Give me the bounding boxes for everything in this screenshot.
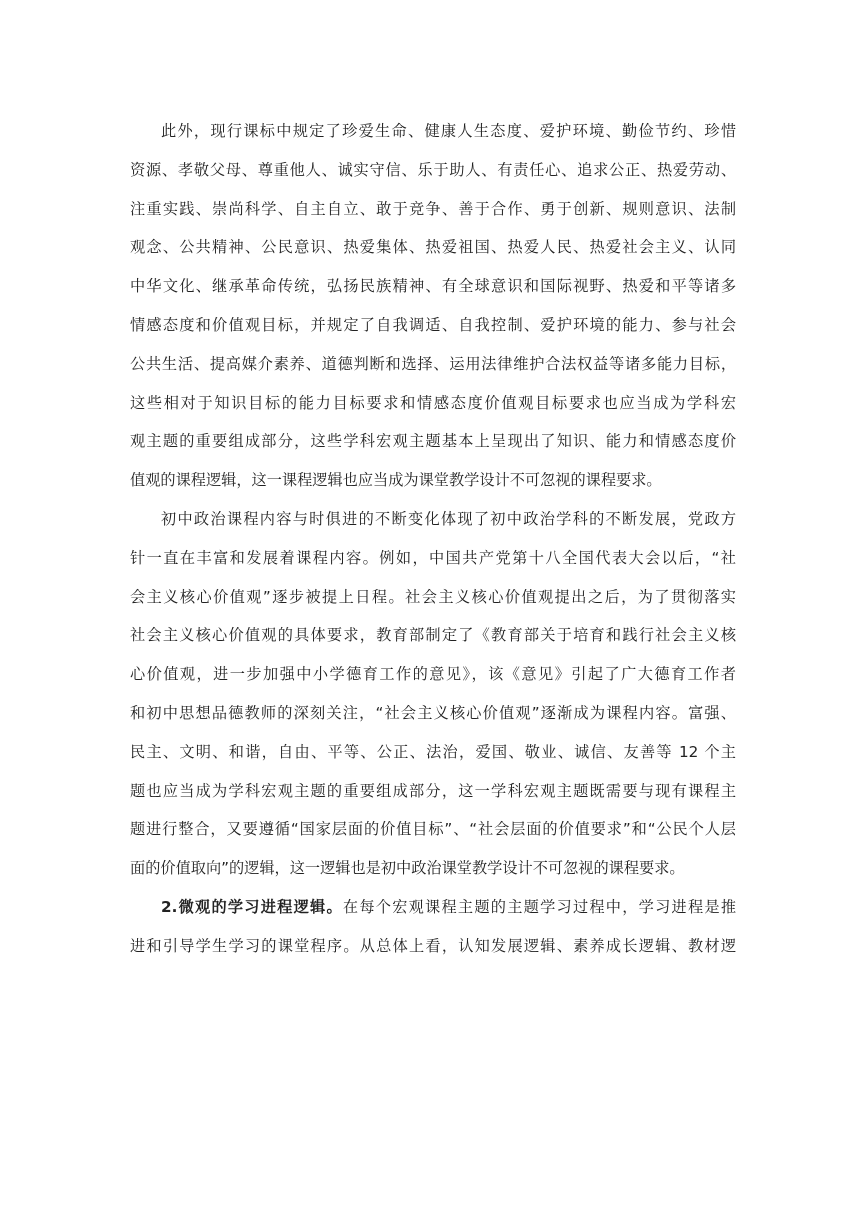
text-line: 心价值观，进一步加强中小学德育工作的意见》，该《意见》引起了广大德育工作者 (130, 665, 736, 684)
text-line (130, 888, 736, 927)
text-line: 题也应当成为学科宏观主题的重要组成部分，这一学科宏观主题既需要与现有课程主 (130, 781, 736, 800)
text-line: 公共生活、提高媒介素养、道德判断和选择、运用法律维护合法权益等诸多能力目标， (130, 354, 736, 373)
text-line: 进和引导学生学习的课堂程序。从总体上看，认知发展逻辑、素养成长逻辑、教材逻 (130, 936, 736, 955)
text-line: 观主题的重要组成部分，这些学科宏观主题基本上呈现出了知识、能力和情感态度价 (130, 432, 736, 451)
text-line: 针一直在丰富和发展着课程内容。例如，中国共产党第十八全国代表大会以后，“社 (130, 548, 736, 567)
text-line: 初中政治课程内容与时俱进的不断变化体现了初中政治学科的不断发展，党政方 (161, 509, 736, 528)
text-line: 此外，现行课标中规定了珍爱生命、健康人生态度、爱护环境、勤俭节约、珍惜 (161, 122, 736, 140)
text-line: 情感态度和价值观目标，并规定了自我调适、自我控制、爱护环境的能力、参与社会 (130, 315, 736, 334)
text-line: 面的价值取向”的逻辑，这一逻辑也是初中政治课堂教学设计不可忽视的课程要求。 (130, 859, 685, 878)
text-line: 和初中思想品德教师的深刻关注，“社会主义核心价值观”逐渐成为课程内容。富强、 (130, 703, 736, 722)
text-run: 在每个宏观课程主题的主题学习过程中，学习进程是推 (342, 897, 737, 916)
text-line: 观念、公共精神、公民意识、热爱集体、热爱祖国、热爱人民、热爱社会主义、认同 (130, 238, 736, 257)
paragraph-core-values (130, 500, 736, 888)
paragraph-values-goals (130, 112, 736, 500)
section-heading: 2.微观的学习进程逻辑。 (161, 897, 343, 916)
text-line: 题进行整合，又要遵循“国家层面的价值目标”、“社会层面的价值要求”和“公民个人层 (130, 820, 736, 839)
text-line: 值观的课程逻辑，这一课程逻辑也应当成为课堂教学设计不可忽视的课程要求。 (130, 471, 662, 490)
document-body (130, 112, 736, 966)
text-line: 中华文化、继承革命传统，弘扬民族精神、有全球意识和国际视野、热爱和平等诸多 (130, 277, 736, 296)
text-line: 注重实践、崇尚科学、自主自立、敢于竞争、善于合作、勇于创新、规则意识、法制 (130, 199, 736, 218)
paragraph-micro-learning-logic (130, 888, 736, 966)
text-line: 资源、孝敬父母、尊重他人、诚实守信、乐于助人、有责任心、追求公正、热爱劳动、 (130, 160, 736, 179)
text-line: 民主、文明、和谐，自由、平等、公正、法治，爱国、敬业、诚信、友善等 12 个主 (130, 742, 736, 761)
text-line: 这些相对于知识目标的能力目标要求和情感态度价值观目标要求也应当成为学科宏 (130, 393, 736, 412)
text-line: 会主义核心价值观”逐步被提上日程。社会主义核心价值观提出之后，为了贯彻落实 (130, 587, 736, 606)
text-line: 社会主义核心价值观的具体要求，教育部制定了《教育部关于培育和践行社会主义核 (130, 626, 736, 645)
